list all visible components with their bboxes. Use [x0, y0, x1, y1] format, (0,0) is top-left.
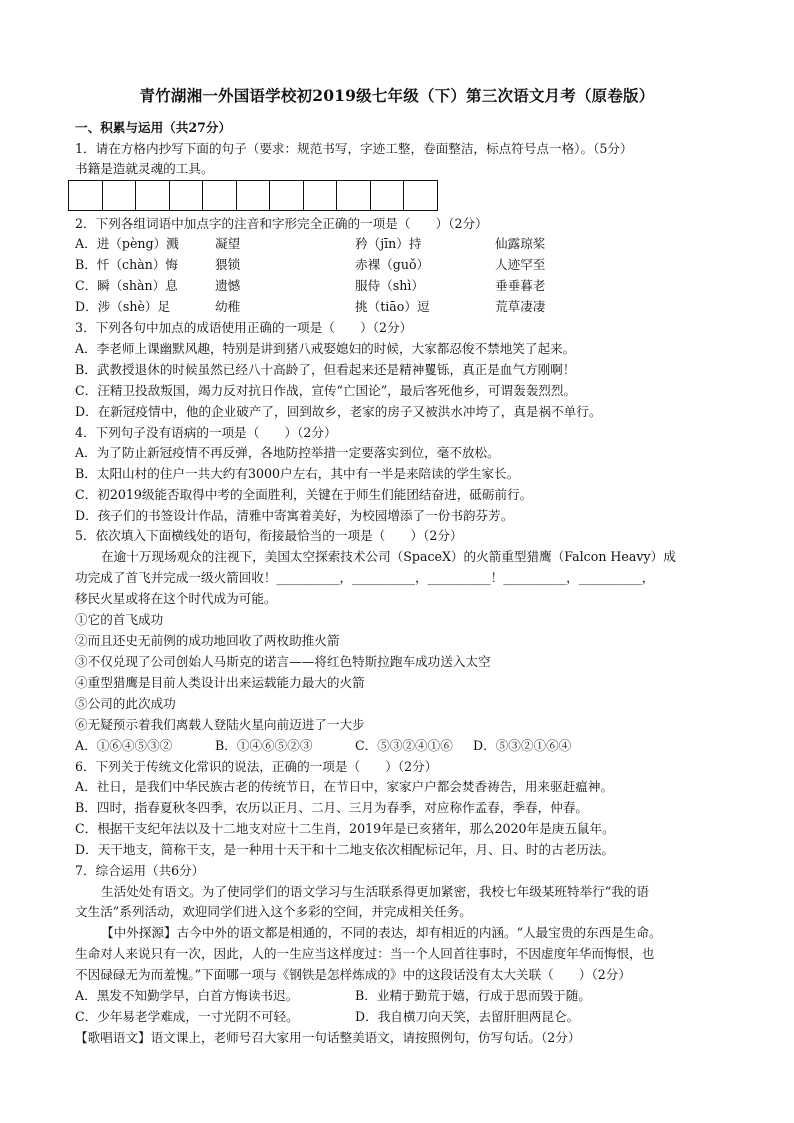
q2-d-word4: 荒草凄凄	[495, 299, 546, 314]
q2-b-word3: 赤裸（guǒ）	[355, 257, 430, 272]
q5-answer-b: B．①④⑥⑤②③	[215, 738, 313, 753]
q2-b-word2: 猥锁	[215, 257, 241, 272]
q1-sentence: 书籍是造就灵魂的工具。	[75, 161, 214, 176]
q6-option-c: C．根据干支纪年法以及十二地支对应十二生肖，2019年是已亥猪年，那么2020年是庚五鼠年。	[75, 821, 615, 836]
section-heading: 一、积累与运用（共27分）	[75, 120, 232, 135]
q7-option-b: B．业精于勤荒于嬉，行成于思而毁于随。	[355, 988, 591, 1003]
q5-item-5: ⑤公司的此次成功	[75, 696, 176, 711]
q4-option-c: C．初2019级能否取得中考的全面胜利，关键在于师生们能团结奋进，砥砺前行。	[75, 487, 533, 502]
grid-cell[interactable]	[337, 180, 371, 211]
q2-c-word4: 垂垂暮老	[495, 278, 546, 293]
q2-option-a	[75, 234, 735, 254]
q2-d-word3: 挑（tiāo）逗	[355, 299, 430, 314]
q5-item-2: ②而且还史无前例的成功地回收了两枚助推火箭	[75, 633, 340, 648]
q1-stem: 1．请在方格内抄写下面的句子（要求：规范书写，字迹工整，卷面整洁，标点符号点一格）。（5分）	[75, 141, 633, 156]
q5-passage-line1: 在逾十万现场观众的注视下，美国太空探索技术公司（SpaceX）的火箭重型猎鹰（Falcon Heavy）成	[101, 549, 676, 564]
q7-option-a: A．黑发不知勤学早，白首方悔读书迟。	[75, 988, 299, 1003]
q2-a-word4: 仙露琼桨	[495, 236, 546, 251]
q2-d-word1: D．涉（shè）足	[75, 299, 171, 314]
grid-cell[interactable]	[103, 180, 137, 211]
q7-part2: 【歌唱语文】语文课上，老师号召大家用一句话整美语文，请按照例句，仿写句话。（2分）	[75, 1030, 581, 1045]
q6-option-a: A．社日，是我们中华民族古老的传统节日，在节日中，家家户户都会焚香祷告，用来驱赶瘟神。	[75, 779, 614, 794]
q3-option-a: A．李老师上课幽默风趣，特别是讲到猪八戒娶媳妇的时候，大家都忍俊不禁地笑了起来。	[75, 341, 576, 356]
q6-stem: 6．下列关于传统文化常识的说法，正确的一项是（ ）（2分）	[75, 759, 438, 774]
q5-answer-c: C．⑤③②④①⑥	[355, 738, 453, 753]
grid-cell[interactable]	[270, 180, 304, 211]
writing-grid[interactable]	[68, 180, 438, 211]
q7-stem: 7．综合运用（共6分）	[75, 863, 205, 878]
q7-options-row1	[75, 986, 735, 1006]
grid-cell[interactable]	[237, 180, 271, 211]
q3-stem: 3．下列各句中加点的成语使用正确的一项是（ ）（2分）	[75, 320, 413, 335]
q6-option-b: B．四时，指春夏秋冬四季，农历以正月、二月、三月为春季，对应称作孟春，季春，仲春。	[75, 800, 589, 815]
q7-options-row2	[75, 1007, 735, 1027]
q5-answer-a: A．①⑥④⑤③②	[75, 738, 173, 753]
q7-part1-line1: 【中外探源】古今中外的语文都是相通的，不同的表达，却有相近的内涵。“人最宝贵的东西是生命。	[101, 925, 662, 940]
q7-intro-line1: 生活处处有语文。为了使同学们的语文学习与生活联系得更加紧密，我校七年级某班特举行“我的语	[101, 884, 649, 899]
q2-c-word3: 服侍（shì）	[355, 278, 424, 293]
q4-stem: 4．下列句子没有语病的一项是（ ）（2分）	[75, 425, 337, 440]
grid-cell[interactable]	[371, 180, 405, 211]
q5-answers	[75, 736, 735, 756]
q3-option-d: D．在新冠疫情中，他的企业破产了，回到故乡，老家的房子又被洪水冲垮了，真是祸不单行。	[75, 404, 602, 419]
q2-stem: 2．下列各组词语中加点字的注音和字形完全正确的一项是（ ）（2分）	[75, 216, 488, 231]
q3-option-b: B．武教授退休的时候虽然已经八十高龄了，但看起来还是精神矍铄，真正是血气方刚啊！	[75, 362, 576, 377]
q5-passage-line3: 移民火星或将在这个时代成为可能。	[75, 591, 277, 606]
q5-item-4: ④重型猎鹰是目前人类设计出来运载能力最大的火箭	[75, 675, 365, 690]
grid-cell[interactable]	[304, 180, 338, 211]
q7-option-d: D．我自横刀向天笑，去留肝胆两昆仑。	[355, 1009, 580, 1024]
q2-b-word4: 人迹罕至	[495, 257, 546, 272]
q5-passage-line2: 功完成了首飞并完成一级火箭回收！__________，__________，__________！__________，__________，	[75, 570, 655, 585]
page-title: 青竹湖湘一外国语学校初2019级七年级（下）第三次语文月考（原卷版）	[139, 86, 655, 105]
q4-option-b: B．太阳山村的住户一共大约有3000户左右，其中有一半是来陪读的学生家长。	[75, 466, 520, 481]
q7-intro-line2: 文生活”系列活动，欢迎同学们进入这个多彩的空间，并完成相关任务。	[75, 904, 472, 919]
grid-cell[interactable]	[404, 180, 438, 211]
q7-part1-line3: 不因碌碌无为而羞愧。”下面哪一项与《钢铁是怎样炼成的》中的这段话没有太大关联（ ）（2分）	[75, 967, 631, 982]
q5-item-3: ③不仅兑现了公司创始人马斯克的诺言——将红色特斯拉跑车成功送入太空	[75, 654, 491, 669]
q4-option-a: A．为了防止新冠疫情不再反弹，各地防控举措一定要落实到位，毫不放松。	[75, 445, 500, 460]
q5-answer-d: D．⑤③②①⑥④	[473, 738, 572, 753]
q2-b-word1: B．忏（chàn）悔	[75, 257, 179, 272]
q2-option-b	[75, 255, 735, 275]
q7-part1-line2: 生命对人来说只有一次，因此，人的一生应当这样度过：当一个人回首往事时，不因虚度年华而悔恨，也	[75, 946, 655, 961]
q6-option-d: D．天干地支，简称干支，是一种用十天干和十二地支依次相配标记年，月、日、时的古老历法。	[75, 842, 615, 857]
q2-a-word3: 矜（jīn）持	[355, 236, 422, 251]
grid-cell[interactable]	[69, 180, 103, 211]
grid-cell[interactable]	[203, 180, 237, 211]
q2-c-word2: 遗憾	[215, 278, 241, 293]
q2-a-word2: 凝望	[215, 236, 241, 251]
q4-option-d: D．孩子们的书签设计作品，清雅中寄寓着美好，为校园增添了一份书韵芬芳。	[75, 508, 514, 523]
q2-option-c	[75, 276, 735, 296]
q7-option-c: C．少年易老学难成，一寸光阴不可轻。	[75, 1009, 299, 1024]
q2-option-d	[75, 297, 735, 317]
q3-option-c: C．汪精卫投敌叛国，竭力反对抗日作战，宣传“亡国论”，最后客死他乡，可谓轰轰烈烈。	[75, 383, 577, 398]
q2-c-word1: C．瞬（shàn）息	[75, 278, 178, 293]
q5-item-1: ①它的首飞成功	[75, 612, 164, 627]
grid-cell[interactable]	[136, 180, 170, 211]
q2-d-word2: 幼稚	[215, 299, 241, 314]
q5-item-6: ⑥无疑预示着我们离载人登陆火星向前迈进了一大步	[75, 717, 365, 732]
q5-stem: 5．依次填入下面横线处的语句，衔接最恰当的一项是（ ）（2分）	[75, 528, 463, 543]
grid-cell[interactable]	[170, 180, 204, 211]
q2-a-word1: A．进（pèng）溅	[75, 236, 179, 251]
